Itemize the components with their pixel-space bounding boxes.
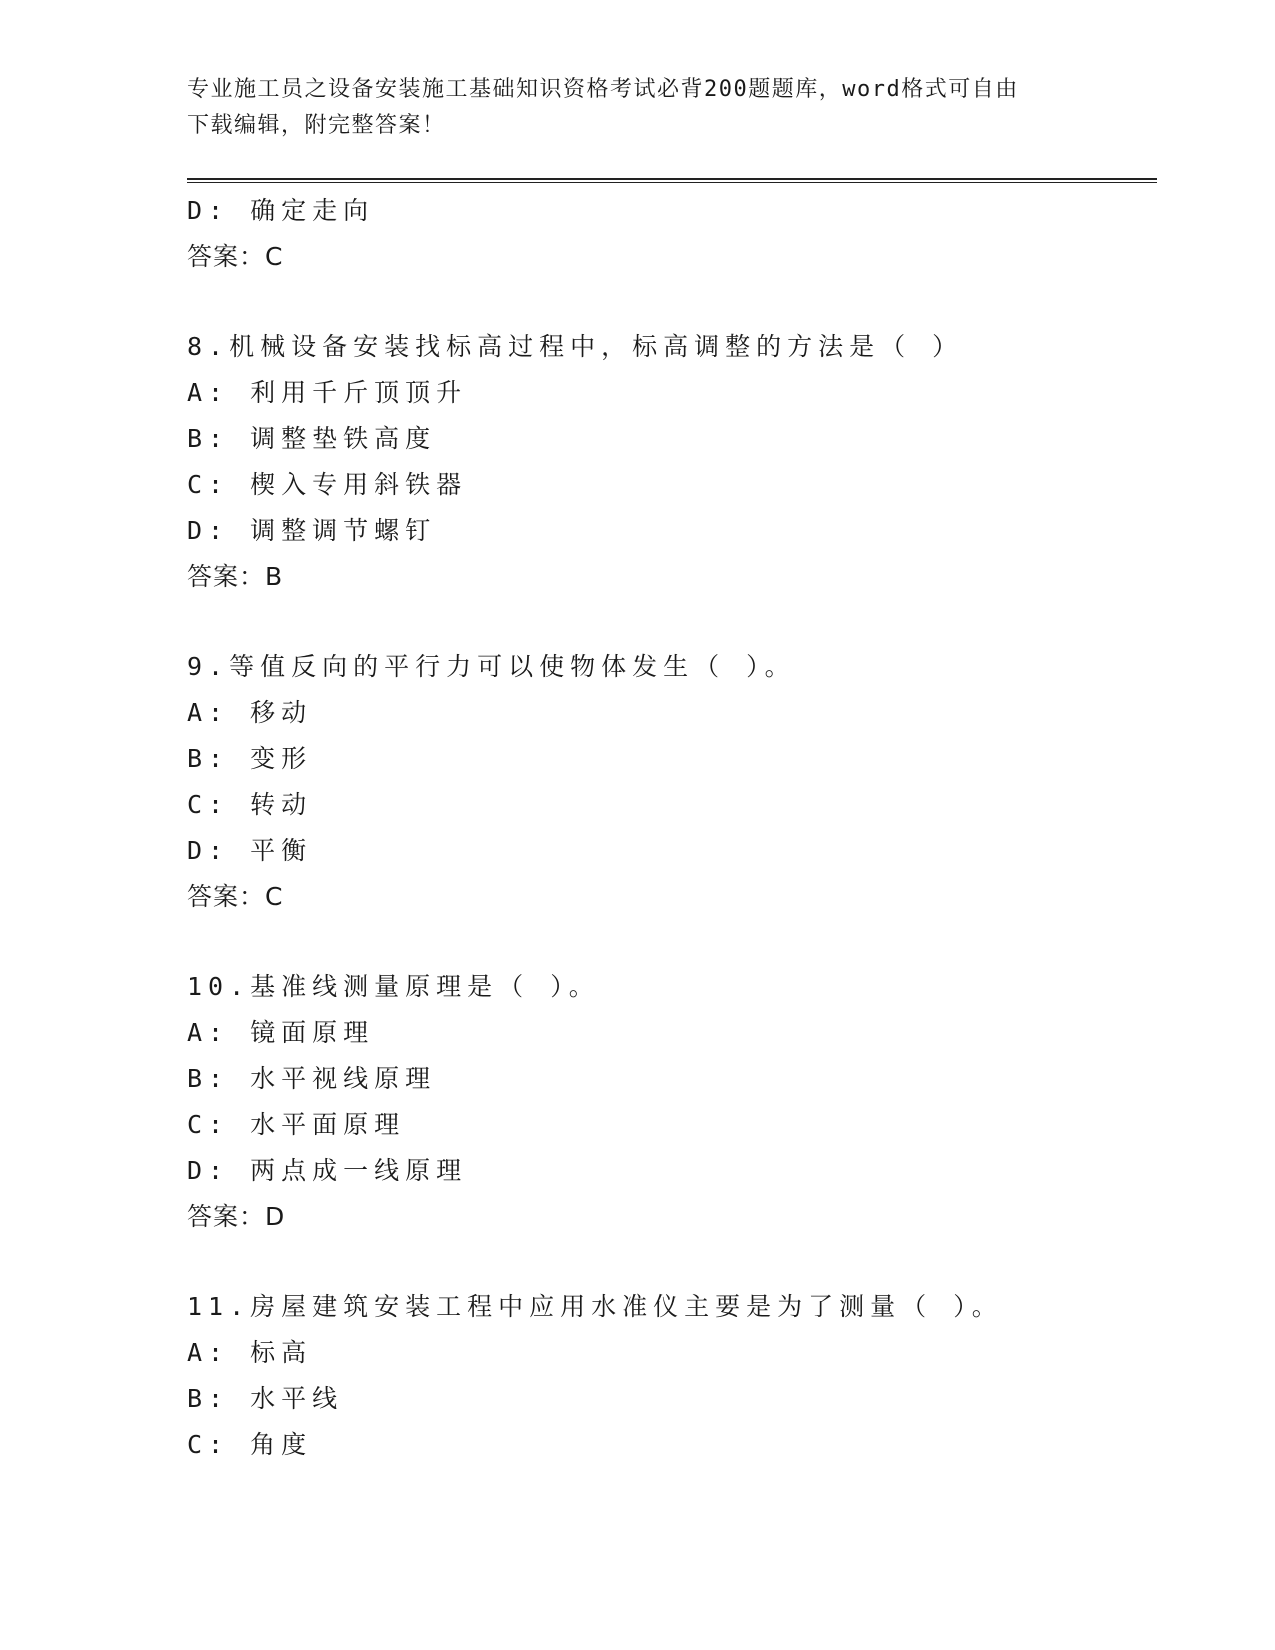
- question-10: [187, 964, 1157, 1240]
- header-line-1: 专业施工员之设备安装施工基础知识资格考试必背200题题库，word格式可自由: [187, 77, 1019, 102]
- option-d: D: 两点成一线原理: [187, 1156, 468, 1185]
- option-a: A: 利用千斤顶顶升: [187, 378, 468, 407]
- option-d: D: 平衡: [187, 836, 313, 865]
- header-line-2: 下载编辑，附完整答案！: [187, 113, 446, 138]
- option-c: C: 转动: [187, 790, 313, 819]
- option-d: D: 确定走向: [187, 196, 375, 225]
- question-stem: 11.房屋建筑安装工程中应用水准仪主要是为了测量（ ）。: [187, 1292, 1003, 1321]
- option-b: B: 变形: [187, 744, 313, 773]
- option-a: A: 移动: [187, 698, 313, 727]
- header-divider: [187, 178, 1157, 183]
- question-9: [187, 644, 1157, 920]
- page-header: [187, 72, 1067, 144]
- option-c: C: 楔入专用斜铁器: [187, 470, 468, 499]
- question-stem: 8.机械设备安装找标高过程中，标高调整的方法是（ ）: [187, 332, 964, 361]
- option-b: B: 调整垫铁高度: [187, 424, 437, 453]
- answer: 答案：C: [187, 882, 284, 911]
- option-b: B: 水平视线原理: [187, 1064, 437, 1093]
- question-11: [187, 1284, 1157, 1468]
- question-stem: 10.基准线测量原理是（ ）。: [187, 972, 600, 1001]
- option-a: A: 标高: [187, 1338, 313, 1367]
- option-d: D: 调整调节螺钉: [187, 516, 437, 545]
- option-b: B: 水平线: [187, 1384, 344, 1413]
- option-a: A: 镜面原理: [187, 1018, 375, 1047]
- option-c: C: 角度: [187, 1430, 313, 1459]
- answer: 答案：C: [187, 242, 284, 271]
- question-stem: 9.等值反向的平行力可以使物体发生（ ）。: [187, 652, 796, 681]
- option-c: C: 水平面原理: [187, 1110, 406, 1139]
- answer: 答案：B: [187, 562, 284, 591]
- answer: 答案：D: [187, 1202, 286, 1231]
- question-7-partial: [187, 188, 1157, 280]
- question-content: [187, 188, 1157, 1468]
- question-8: [187, 324, 1157, 600]
